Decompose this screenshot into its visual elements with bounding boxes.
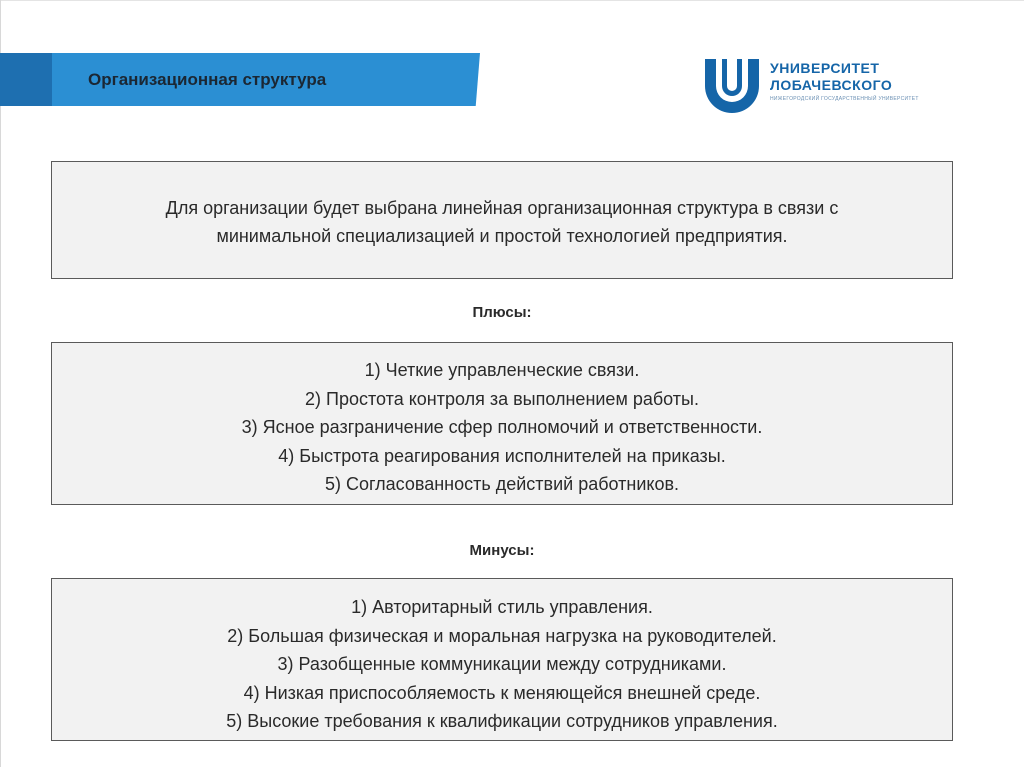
intro-line: Для организации будет выбрана линейная организационная структура в связи с xyxy=(165,198,839,218)
list-item: 1) Авторитарный стиль управления. xyxy=(351,597,653,617)
logo-line-3: НИЖЕГОРОДСКИЙ ГОСУДАРСТВЕННЫЙ УНИВЕРСИТЕТ xyxy=(770,96,919,102)
list-item: 5) Высокие требования к квалификации сотрудников управления. xyxy=(226,711,778,731)
list-item: 3) Ясное разграничение сфер полномочий и ответственности. xyxy=(241,417,763,437)
list-item: 5) Согласованность действий работников. xyxy=(324,474,680,494)
cons-heading: Минусы: xyxy=(469,542,535,559)
university-logo xyxy=(703,56,923,114)
logo-line-2: ЛОБАЧЕВСКОГО xyxy=(770,77,893,93)
page-title: Организационная структура xyxy=(88,70,327,89)
cons-box xyxy=(51,578,953,741)
list-item: 3) Разобщенные коммуникации между сотрудниками. xyxy=(277,654,727,674)
intro-text xyxy=(52,194,952,250)
intro-box xyxy=(51,161,953,279)
list-item: 4) Быстрота реагирования исполнителей на приказы. xyxy=(278,445,726,466)
intro-line: минимальной специализацией и простой технологией предприятия. xyxy=(216,226,788,246)
list-item: 4) Низкая приспособляемость к меняющейся внешней среде. xyxy=(243,682,761,703)
list-item: 1) Четкие управленческие связи. xyxy=(364,360,640,380)
pros-box xyxy=(51,342,953,505)
list-item: 2) Большая физическая и моральная нагрузка на руководителей. xyxy=(227,625,777,646)
university-emblem-icon xyxy=(703,56,761,114)
title-banner-accent xyxy=(0,53,52,106)
cons-list xyxy=(52,593,952,736)
slide-left-edge xyxy=(0,0,1,767)
list-item: 2) Простота контроля за выполнением работы. xyxy=(305,388,699,409)
logo-line-1: УНИВЕРСИТЕТ xyxy=(770,60,880,76)
pros-list xyxy=(52,356,952,499)
pros-heading: Плюсы: xyxy=(472,304,532,321)
slide-top-edge xyxy=(0,0,1024,1)
